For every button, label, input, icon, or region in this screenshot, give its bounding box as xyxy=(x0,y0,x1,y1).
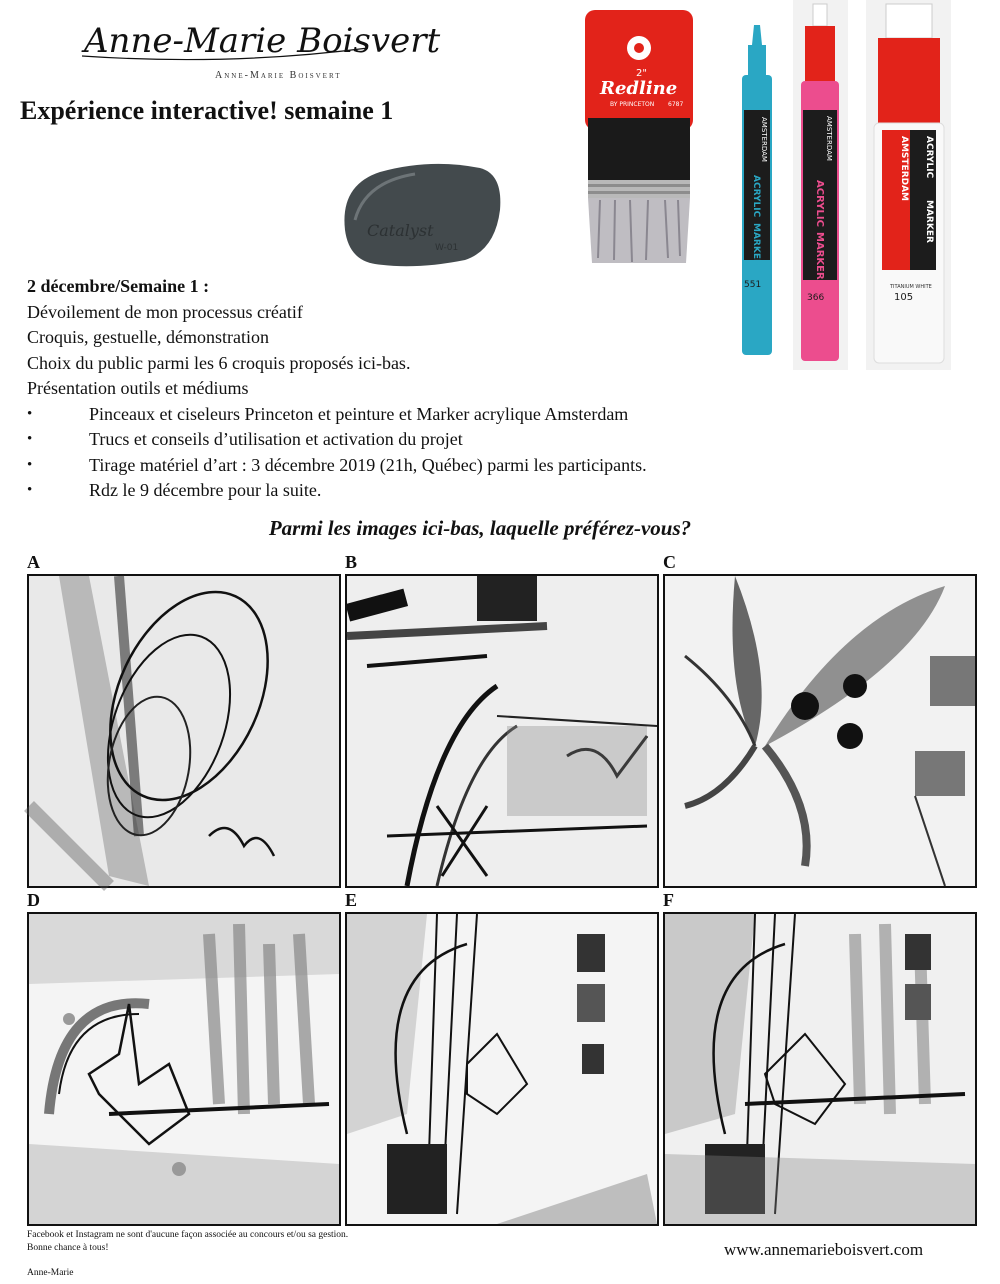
blue-marker-line1: ACRYLIC xyxy=(751,175,761,218)
rubber-rib-tool-image xyxy=(335,160,505,270)
sketch-c[interactable] xyxy=(663,574,977,888)
white-marker-brand: AMSTERDAM xyxy=(899,136,909,202)
sketch-d-drawing xyxy=(29,914,339,1224)
disclaimer xyxy=(27,1229,348,1255)
pink-marker-line1: ACRYLIC xyxy=(814,180,825,227)
sketch-label-b: B xyxy=(345,552,358,572)
event-description xyxy=(27,274,647,504)
info-line: Présentation outils et médiums xyxy=(27,378,249,398)
disclaimer-line: Facebook et Instagram ne sont d'aucune façon associée au concours et/ou sa gestion. xyxy=(27,1230,349,1240)
redline-brush-image xyxy=(580,8,700,268)
section-heading: 2 décembre/Semaine 1 : xyxy=(27,276,210,296)
sketch-e-drawing xyxy=(347,914,657,1224)
sketch-f-drawing xyxy=(665,914,975,1224)
blue-marker-brand: AMSTERDAM xyxy=(760,117,768,162)
sketch-label-f: F xyxy=(663,890,674,910)
logo-subtitle: Anne-Marie Boisvert xyxy=(215,70,342,81)
disclaimer-line: Bonne chance à tous! xyxy=(27,1243,109,1253)
sketch-a-drawing xyxy=(29,576,339,886)
signature-logo xyxy=(80,8,441,68)
pink-marker-number: 366 xyxy=(807,293,825,303)
white-marker-line1: ACRYLIC xyxy=(924,136,934,179)
sketch-label-d: D xyxy=(27,890,40,910)
poll-question: Parmi les images ici-bas, laquelle préférez-vous? xyxy=(268,516,692,540)
rib-code: W-01 xyxy=(435,243,459,253)
brush-brand: Redline xyxy=(600,78,678,99)
sketch-b-drawing xyxy=(347,576,657,886)
info-line: Dévoilement de mon processus créatif xyxy=(27,301,303,322)
blue-acrylic-marker-image xyxy=(732,25,782,365)
bullet-item: • Pinceaux et ciseleurs Princeton et peinture et Marker acrylique Amsterdam xyxy=(27,402,647,428)
white-marker-line2: MARKER xyxy=(924,200,934,243)
brush-maker: BY PRINCETON xyxy=(610,101,655,108)
brush-code: 6787 xyxy=(668,101,684,108)
brush-size: 2" xyxy=(636,68,647,79)
bullet-item: • Trucs et conseils d’utilisation et activation du projet xyxy=(27,427,647,453)
pink-marker-line2: MARKER xyxy=(814,232,825,280)
sketch-a[interactable] xyxy=(27,574,341,888)
bullet-item: • Tirage matériel d’art : 3 décembre 2019 (21h, Québec) parmi les participants. xyxy=(27,453,647,479)
sketch-e[interactable] xyxy=(345,912,659,1226)
page-title: Expérience interactive! semaine 1 xyxy=(20,96,394,125)
sketch-label-e: E xyxy=(345,890,358,910)
blue-marker-line2: MARKER xyxy=(751,223,761,266)
sketch-c-drawing xyxy=(665,576,975,886)
blue-marker-number: 551 xyxy=(744,280,762,290)
rib-brand: Catalyst xyxy=(367,221,434,240)
white-marker-number: 105 xyxy=(894,292,914,303)
pink-acrylic-marker-image xyxy=(793,0,848,370)
logo-script-text: Anne-Marie Boisvert xyxy=(84,21,441,61)
signature-text: Anne-Marie xyxy=(27,1268,74,1278)
white-marker-name: TITANIUM WHITE xyxy=(890,284,932,290)
sketch-d[interactable] xyxy=(27,912,341,1226)
sketch-f[interactable] xyxy=(663,912,977,1226)
info-line: Croquis, gestuelle, démonstration xyxy=(27,327,269,347)
sketch-label-c: C xyxy=(663,552,676,572)
white-acrylic-marker-image xyxy=(866,0,951,370)
bullet-item: • Rdz le 9 décembre pour la suite. xyxy=(27,478,647,504)
info-line: Choix du public parmi les 6 croquis proposés ici-bas. xyxy=(27,352,411,373)
sketch-b[interactable] xyxy=(345,574,659,888)
pink-marker-brand: AMSTERDAM xyxy=(825,116,833,161)
sketch-label-a: A xyxy=(27,552,40,572)
website-link[interactable]: www.annemarieboisvert.com xyxy=(724,1240,924,1259)
